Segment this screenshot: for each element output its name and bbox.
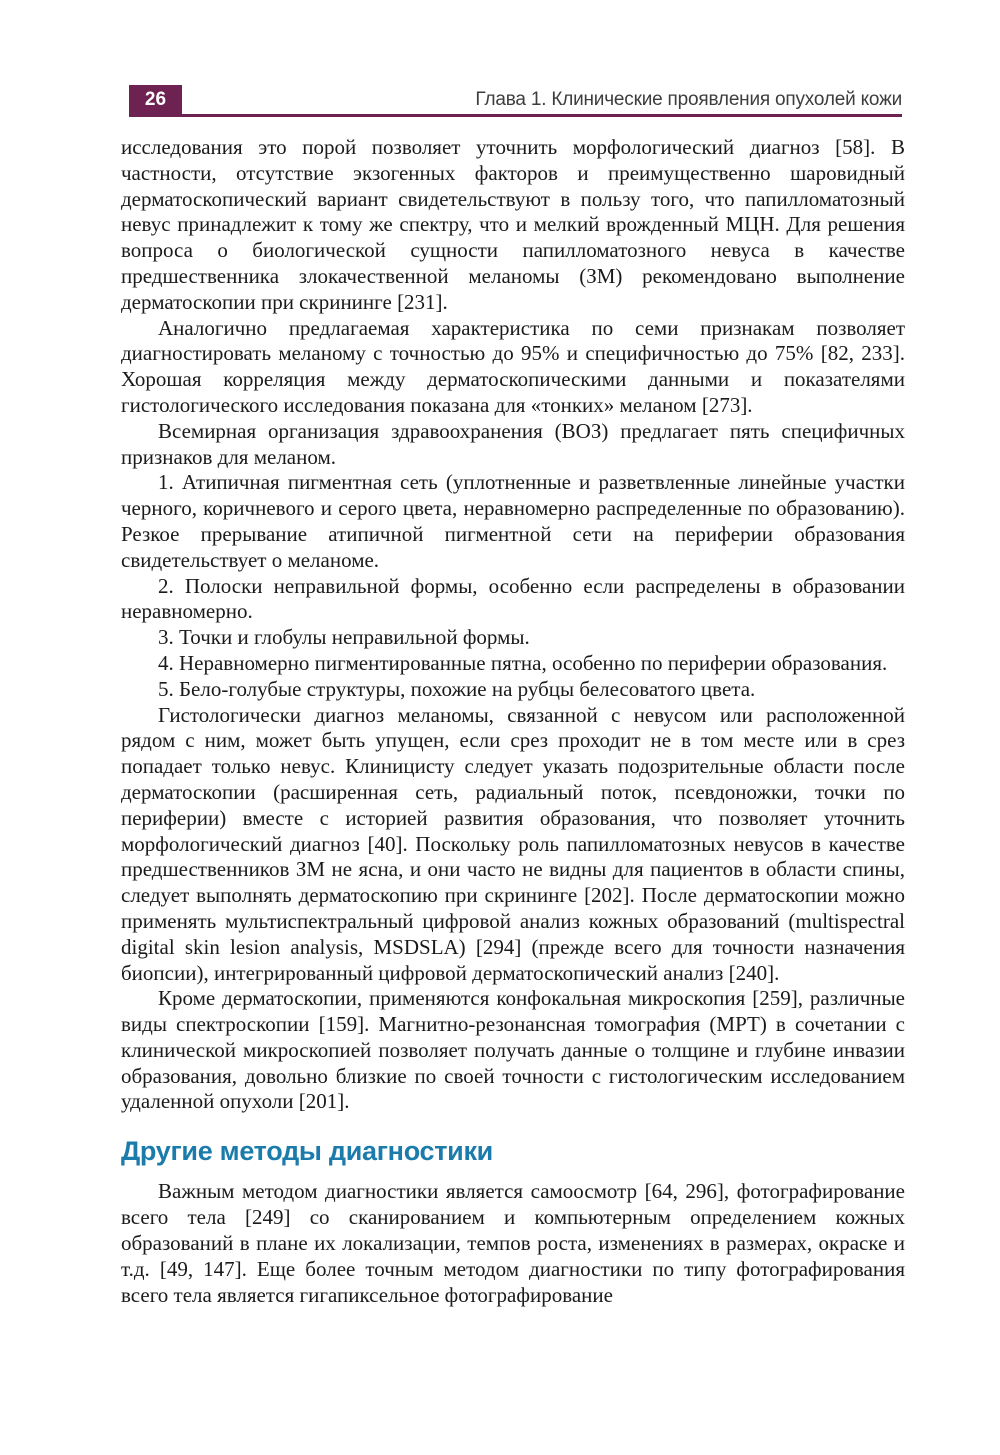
page-number-badge <box>129 85 182 115</box>
page-content <box>121 135 905 1308</box>
paragraph: Аналогично предлагаемая характеристика по семи признакам позволяет диагностировать меланому с точностью до 95% и специфичностью до 75% [82, 233]. Хорошая корреляция между дерматоскопическими данными и показателями гистологического исследования показана для «тонких» меланом [273]. <box>121 315 905 417</box>
paragraph: Всемирная организация здравоохранения (ВОЗ) предлагает пять специфичных признаков для меланом. <box>121 418 905 469</box>
paragraph: исследования это порой позволяет уточнить морфологический диагноз [58]. В частности, отсутствие экзогенных факторов и преимущественно шаровидный дерматоскопический вариант свидетельствуют в пользу того, что папилломатозный невус принадлежит к тому же спектру, что и мелкий врожденный МЦН. Для решения вопроса о биологической сущности папилломатозного невуса в качестве предшественника злокачественной меланомы (ЗМ) рекомендовано выполнение дерматоскопии при скрининге [231]. <box>121 135 905 314</box>
header-rule <box>129 114 902 117</box>
list-item-paragraph: 2. Полоски неправильной формы, особенно если распределены в образовании неравномерно. <box>121 573 905 624</box>
running-header: Глава 1. Клинические проявления опухолей кожи <box>475 89 902 110</box>
list-item-paragraph: 3. Точки и глобулы неправильной формы. <box>158 625 530 650</box>
page-number: 26 <box>144 89 167 110</box>
list-item-paragraph: 1. Атипичная пигментная сеть (уплотненные и разветвленные линейные участки черного, коричневого и серого цвета, неравномерно распределенные по образованию). Резкое прерывание атипичной пигментной сети на периферии образования свидетельствует о меланоме. <box>121 470 905 572</box>
list-item-paragraph: 5. Бело-голубые структуры, похожие на рубцы белесоватого цвета. <box>158 676 756 701</box>
paragraph: Важным методом диагностики является самоосмотр [64, 296], фотографирование всего тела [249] со сканированием и компьютерным определением кожных образований в плане их локализации, темпов роста, изменениях в размерах, окраске и т.д. [49, 147]. Еще более точным методом диагностики по типу фотографирования всего тела является гигапиксельное фотографирование <box>121 1179 905 1307</box>
paragraph: Гистологически диагноз меланомы, связанной с невусом или расположенной рядом с ним, может быть упущен, если срез проходит не в том месте или в срез попадает только невус. Клиницисту следует указать подозрительные области после дерматоскопии (расширенная сеть, радиальный поток, псевдоножки, точки по периферии) вместе с историей развития образования, что позволяет уточнить морфологический диагноз [40]. Поскольку роль папилломатозных невусов в качестве предшественников ЗМ не ясна, и они часто не видны для пациентов в области спины, следует выполнять дерматоскопию при скрининге [202]. После дерматоскопии можно применять мультиспектральный цифровой анализ кожных образований (multispectral digital skin lesion analysis, MSDSLA) [294] (прежде всего для точности назначения биопсии), интегрированный цифровой дерматоскопический анализ [240]. <box>121 702 905 985</box>
list-item-paragraph: 4. Неравномерно пигментированные пятна, особенно по периферии образования. <box>158 650 888 675</box>
paragraph: Кроме дерматоскопии, применяются конфокальная микроскопия [259], различные виды спектроскопии [159]. Магнитно-резонансная томография (МРТ) в сочетании с клинической микроскопией позволяет получать данные о толщине и глубине инвазии образования, довольно близкие по своей точности с гистологическим исследованием удаленной опухоли [201]. <box>121 986 905 1114</box>
section-heading: Другие методы диагностики <box>121 1136 493 1167</box>
